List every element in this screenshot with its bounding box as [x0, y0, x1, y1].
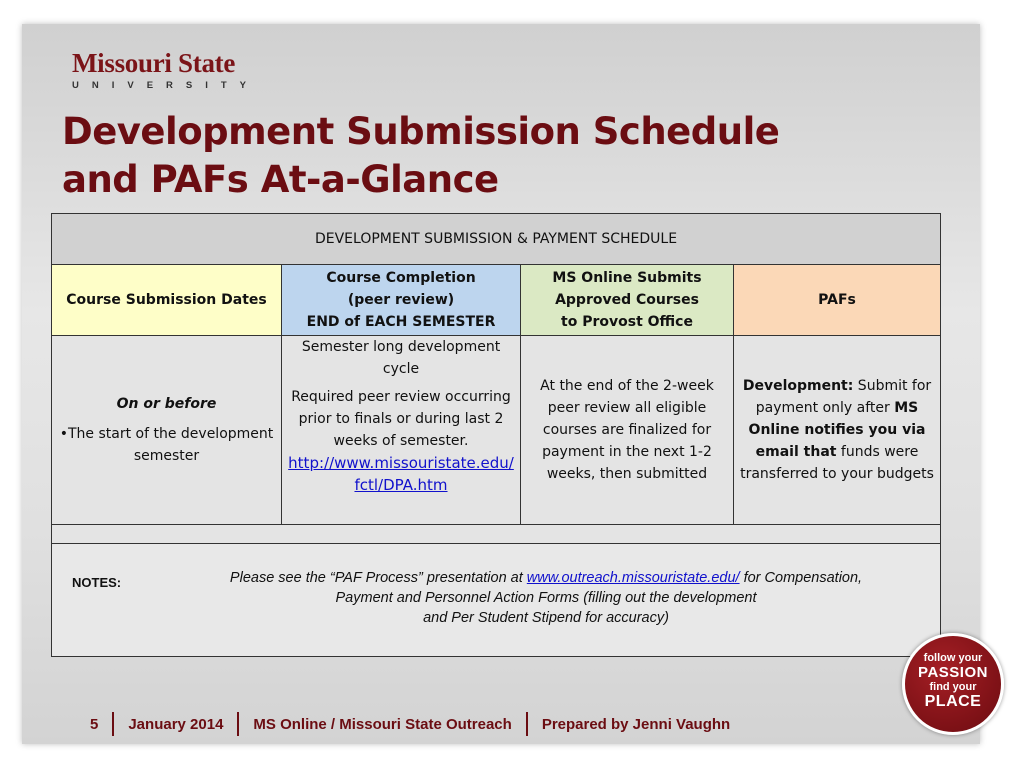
title-line-1: Development Submission Schedule [62, 110, 780, 153]
footer-date: January 2014 [128, 715, 224, 733]
peer-review-timing-text: prior to finals or during last 2 weeks of semester. [298, 411, 504, 449]
page-number: 5 [90, 715, 99, 733]
badge-line-1: follow your [923, 652, 983, 664]
development-cycle-text: Semester long development cycle [301, 339, 501, 377]
cell-course-completion [282, 336, 521, 525]
badge-line-4: PLACE [924, 693, 982, 710]
col-header-line: MS Online Submits [552, 270, 702, 286]
col-header-course-completion [282, 265, 521, 336]
cell-pafs [734, 336, 941, 525]
follow-your-passion-badge [902, 633, 1004, 735]
footer-author: Prepared by Jenni Vaughn [541, 715, 731, 733]
dpa-link[interactable]: http://www.missouristate.edu/fctl/DPA.htm [288, 454, 514, 494]
notes-line-2: Payment and Personnel Action Forms (filling out the development [335, 590, 757, 606]
notes-line-3: and Per Student Stipend for accuracy) [423, 610, 669, 626]
peer-review-text: Required peer review occurring [291, 389, 511, 405]
col-header-line: Approved Courses [555, 292, 699, 308]
cell-provost-submission: At the end of the 2-week peer review all eligible courses are finalized for payment in the next 1-2 weeks, then submitted [521, 336, 734, 525]
submission-dates-text: •The start of the development semester [59, 426, 274, 464]
slide-title [62, 108, 962, 204]
development-label: Development: [742, 378, 854, 394]
footer-divider [526, 712, 528, 736]
notes-text-pre: Please see the “PAF Process” presentation at [229, 570, 527, 586]
badge-line-2: PASSION [918, 664, 988, 681]
on-or-before-heading: On or before [116, 396, 217, 412]
notes-text [166, 568, 926, 628]
title-line-2: and PAFs At-a-Glance [62, 158, 499, 201]
col-header-pafs: PAFs [734, 265, 941, 336]
spacer-cell [52, 525, 941, 544]
col-header-line: to Provost Office [561, 314, 693, 330]
footer-divider [237, 712, 239, 736]
schedule-body-row [52, 336, 941, 525]
col-header-submission-dates: Course Submission Dates [52, 265, 282, 336]
spacer-row [52, 525, 941, 544]
pafs-text-2: funds were transferred to your budgets [740, 444, 934, 482]
notes-cell [52, 544, 941, 657]
university-logo-subtitle: UNIVERSITY [72, 80, 260, 91]
footer-org: MS Online / Missouri State Outreach [253, 715, 512, 733]
table-header-row [52, 214, 941, 265]
notes-label: NOTES: [72, 575, 122, 590]
badge-line-3: find your [929, 681, 977, 693]
notes-text-post: for Compensation, [739, 570, 863, 586]
slide-footer [90, 712, 730, 736]
pafs-text-1: Submit for payment only after [755, 378, 932, 416]
table-header: DEVELOPMENT SUBMISSION & PAYMENT SCHEDULE [52, 214, 941, 265]
outreach-link[interactable]: www.outreach.missouristate.edu/ [526, 570, 740, 586]
column-headers-row [52, 265, 941, 336]
cell-submission-dates [52, 336, 282, 525]
university-logo: Missouri State [72, 48, 236, 78]
notification-text: MS Online notifies you via email that [748, 400, 926, 460]
schedule-table [51, 213, 941, 657]
col-header-line: Course Completion [326, 270, 476, 286]
col-header-line: END of EACH SEMESTER [306, 314, 496, 330]
footer-divider [112, 712, 114, 736]
col-header-line: (peer review) [347, 292, 455, 308]
notes-row [52, 544, 941, 657]
notes-line-1 [166, 568, 926, 588]
col-header-ms-online-submits [521, 265, 734, 336]
